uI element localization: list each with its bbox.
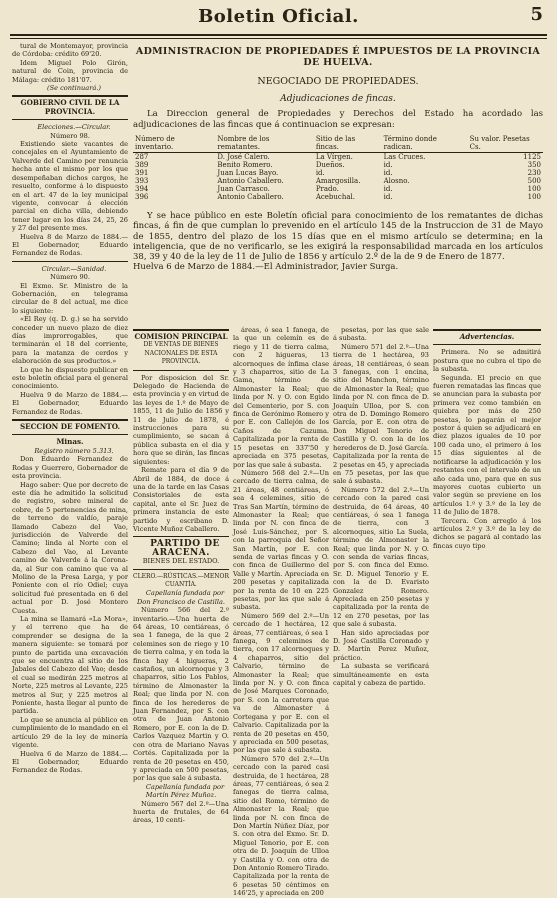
divider — [133, 536, 229, 537]
table-header-row — [133, 134, 543, 153]
paragraph: Primera. No se admitirá postura que no cubra el tipo de la subasta. — [433, 348, 541, 374]
notice-number: Número 98. — [50, 131, 90, 140]
section-heading: Advertencias. — [459, 332, 515, 341]
column-header: Número de inventario. — [133, 134, 215, 153]
column-2 — [133, 326, 229, 825]
section-heading: GOBIERNO CIVIL DE LA PROVINCIA. — [20, 98, 120, 116]
paragraph: Segunda. El precio en que fueren rematadas las fincas que se anuncian para la subasta por primera vez como también en quiebra por más de 250 pesetas, lo pagarán el mejor postor á quien se adjudicará en diez plazos iguales de 10 por 100 cada uno, el primero á los 15 días siguientes al de notificarse la adjudicación y los restantes con el intervalo de un año cada uno, para que en sus mayores cuotas cubierto un valor según se previene en los artículos 1.º y 3.º de la ley de 11 de Julio de 1878. — [433, 373, 541, 517]
signature: Huelva 9 de Marzo de 1884.—El Gobernador, Eduardo Fernandez de Rodas. — [12, 390, 128, 416]
column-header: Su valor. Pesetas Cs. — [468, 134, 543, 153]
table-cell: 391 — [135, 169, 149, 177]
paragraph: Lo que he dispuesto publicar en este boletín oficial para el general conocimiento. — [12, 365, 128, 391]
newspaper-title: Boletin Oficial. — [198, 6, 359, 27]
table-cell: Amargosilla. — [315, 177, 361, 185]
divider — [433, 344, 541, 345]
notice-text: Y se hace público en este Boletín oficial para conocimiento de los rematantes de dichas fincas, á fin de que cumplan lo prevenido en el artículo 145 de la Instruccion de 31 de Mayo de 1855, dentro del plazo de los 15 días que en el mismo artículo se determina; en la inteligencia, que de no verificarlo, se les exigirá la responsabilidad marcada en los artículos 38, 39 y 40 de la ley de 11 de Julio de 1856 y artículo 2.º de la de 9 de Enero de 1877. — [133, 211, 543, 263]
divider — [12, 434, 128, 435]
table-cell: 393 — [135, 177, 149, 185]
table-row — [133, 193, 543, 201]
table-cell: 1125 — [523, 153, 541, 161]
continuation-note: (Se continuará.) — [47, 84, 101, 93]
paragraph: áreas, ó sea 1 fanega, de la que un celemín es de riego y 11 de tierra calma, con 2 higueras, 13 alcornoques de ínfima clase y 3 chaparros, sitio de La Gama, término de Almonaster la Real; que linda por N. y O. con Egido del Cementerio, por S. con finca de Gerónimo Romero y por E. con Callejón de los Caños de Cazuma. Capitalizada por la renta de 15 pesetas en 337'50 y apreciada en 375 pesetas, por las que sale á subasta. — [233, 326, 329, 469]
paragraph: Lo que se anuncia al público en cumplimiento de lo mandado en el artículo 29 de la ley de minería vigente. — [12, 715, 128, 750]
divider — [12, 119, 128, 120]
section-subheading: DE VENTAS DE BIENES NACIONALES DE ESTA PROVINCIA. — [143, 341, 219, 366]
table-cell: Las Cruces. — [383, 153, 426, 161]
divider — [133, 569, 229, 570]
section-heading: COMISION PRINCIPAL — [134, 332, 228, 341]
table-row — [133, 153, 543, 162]
signature: Huelva 6 de Marzo de 1884.—El Administrador, Javier Surga. — [133, 262, 399, 273]
district-heading: PARTIDO DE ARACENA. — [150, 539, 220, 558]
table-cell: 394 — [135, 185, 149, 193]
notice-subtitle: NEGOCIADO DE PROPIEDADES. — [257, 76, 419, 87]
divider — [12, 95, 128, 97]
table-row — [133, 161, 543, 169]
paragraph: Hago saber: Que por decreto de este día he admitido la solicitud de registro, sobre mineral de cobre, de 5 pertenencias de mina, de terreno de valdío, paraje llamado Cabezo del Vao, jurisdicción de Valverde del Camino; linda al Norte con el Cabezo del Vao, al Levante camino de Valverde á la Corona-da, al Sur con camino que va al Molino de la Presa Larga, y por Poniente con el río Odiel; cuya solicitud fué presentada en 6 del actual por D. José Montero Cuesta. — [12, 480, 128, 615]
notice-intro: La Direccion general de Propiedades y Derechos del Estado ha acordado las adjudicaciones de las fincas que á continuacion se expresan: — [133, 109, 543, 130]
notice-subheading: Adjudicaciones de fincas. — [280, 94, 396, 104]
table-cell: Antonio Caballero. — [217, 177, 284, 185]
header-rule-thin — [10, 38, 547, 39]
paragraph: Número 567 del 2.º—Una huerta de frutales, de 64 áreas, 10 centi- — [133, 799, 229, 825]
paragraph: La subasta se verificará simultáneamente en esta capital y cabeza de partido. — [333, 662, 429, 688]
table-cell: Prado. — [315, 185, 339, 193]
table-cell: Acebuchal. — [315, 193, 355, 201]
table-cell: 230 — [527, 169, 541, 177]
divider — [12, 419, 128, 421]
table-cell: id. — [383, 161, 393, 169]
paragraph: pesetas, por las que sale á subasta. — [333, 326, 429, 343]
table-cell: 100 — [527, 193, 541, 201]
paragraph: Número 572 del 2.º—Un cercado con la pared casi destruida, de 64 áreas, 40 centiáreas, ó sea 1 fanega de tierra, con 3 alcornoques, sitio La Suela, término de Almonaster la Real; que linda por N. y O. con senda de varias fincas, por S. con finca del Exmo. Sr. D. Miguel Tenorio y E. con la de D. Evaristo Gonzalez Romero. Apreciada en 250 pesetas y capitalizada por la renta de 12 en 270 pesetas, por las que sale á subasta. — [333, 485, 429, 629]
divider — [12, 261, 128, 262]
page-number: 5 — [530, 4, 543, 25]
table-cell: 350 — [527, 161, 541, 169]
table-cell: id. — [383, 193, 393, 201]
table-cell: 500 — [527, 177, 541, 185]
page-header — [0, 0, 557, 40]
table-cell: id. — [383, 185, 393, 193]
table-cell: Alosno. — [383, 177, 410, 185]
column-header: Término donde radican. — [382, 134, 468, 153]
table-cell: Antonio Caballero. — [217, 193, 284, 201]
paragraph: Número 568 del 2.º—Un cercado de tierra calma, de 21 áreas, 48 centiáreas, ó sea 4 celemines, sitio de Tras San Martín, término de Almonaster la Real; que linda por N. con finca de José Luis-Sánchez, por S. con la parroquia del Señor San Martín, por E. con senda de varias fincas y O. con finca de Guillermo del Valle y Martín. Apreciada en 200 pesetas y capitalizada por la renta de 10 en 225 pesetas, por las que sale á subasta. — [233, 468, 329, 612]
adjudications-table — [133, 134, 543, 201]
table-cell: 100 — [527, 185, 541, 193]
subsection-heading: Minas. — [56, 437, 84, 447]
paragraph: tural de Montemayor, provincia de Córdoba: crédito 69'20. — [12, 42, 128, 59]
property-administration-notice — [133, 42, 543, 273]
table-cell: id. — [383, 169, 393, 177]
notice-title: ADMINISTRACION DE PROPIEDADES É IMPUESTOS DE LA PROVINCIA DE HUELVA. — [135, 46, 541, 68]
table-cell: La Vírgen. — [315, 153, 353, 161]
table-cell: Dueños. — [315, 161, 345, 169]
table-cell: Juan Carrasco. — [217, 185, 270, 193]
paragraph: Por disposicion del Sr. Delegado de Hacienda de esta provincia y en virtud de las leyes de 1.º de Mayo de 1855, 11 de Julio de 1856 y 11 de Julio de 1878, é instrucciones para su cumplimiento, se sacan á pública subasta en el dia y hora que se dirán, las fincas siguientes: — [133, 373, 229, 466]
table-row — [133, 177, 543, 185]
paragraph: Remate para el día 9 de Abril de 1884, de doce á una de la tarde en las Casas Consistoriales de esta capital, ante el Sr. Juez de primera instancia de este partido y escribano D. Vicente Muñoz Caballero. — [133, 466, 229, 533]
table-cell: 396 — [135, 193, 149, 201]
paragraph: Número 571 del 2.º—Una tierra de 1 hectárea, 93 áreas, 18 centiáreas, ó sean 3 fanegas, con 1 encina, sitio del Manchon, término de Almonaster la Real; que linda por N. con finca de D. Joaquín Ulloa, por S. con otra de D. Domingo Romero García, por E. con otra de Don Miguel Tenorio de Castilla y O. con la de los herederos de D. José García. Capitalizada por la renta de 2 pesetas en 45, y apreciada en 75 pesetas, por las que sale á subasta. — [333, 342, 429, 486]
divider — [133, 370, 229, 371]
signature: Huelva 8 de Marzo de 1884.—El Gobernador, Eduardo Fernandez de Rodas. — [12, 232, 128, 258]
table-cell: id. — [315, 169, 325, 177]
divider — [133, 329, 229, 331]
paragraph: «El Rey (q. D. g.) se ha servido conceder un nuevo plazo de diez días improrrogables, que terminarán el 18 del corriente, para la matanza de cerdos y elaboración de sus productos.» — [12, 315, 128, 366]
divider — [433, 329, 541, 331]
subsection-heading: BIENES DEL ESTADO. — [142, 557, 220, 566]
header-rule — [10, 34, 547, 36]
paragraph: Don Eduardo Fernandez de Rodas y Guerrero, Gobernador de esta provincia. — [12, 455, 128, 481]
paragraph: Idem Miguel Polo Girón, natural de Coin, provincia de Málaga: crédito 181'07. — [12, 58, 128, 84]
table-cell: 389 — [135, 161, 149, 169]
column-4 — [333, 326, 429, 687]
table-cell: 287 — [135, 153, 149, 161]
paragraph: Han sido apreciadas por D. José Castilla Coronado y D. Martín Perez Muñoz, práctico. — [333, 628, 429, 662]
column-3 — [233, 326, 329, 898]
paragraph: La mina se llamará «La Mora», y el terreno que ha de comprender se designa de la manera siguiente: se tomará por punto de partida una excavación que se encuentra al sitio de los Jabales del Cabezo del Vao; desde el cual se medirán 225 metros al Norte, 225 metros al Levante, 225 metros al Sur, y 225 metros al Poniente, hasta llegar al punto de partida. — [12, 615, 128, 716]
notice-number: Número 90. — [50, 273, 90, 282]
subsection-heading: Circular.—Sanidad. — [41, 264, 107, 273]
paragraph: Existiendo siete vacantes de concejales en el Ayuntamiento de Valverde del Camino por renuncia hecha ante el mismo por los que desempeñaban dichos cargos, he resuelto, conforme á lo dispuesto en el art. 47 de la ley municipal vigente, convocar á elección parcial en dicha villa, debiendo tener lugar en los días 24, 25, 26 y 27 del presente mes. — [12, 140, 128, 233]
paragraph: Tercera. Con arreglo á los artículos 2.º y 3.º de la ley de dichos se pagará al contado las fincas cuyo tipo — [433, 516, 541, 550]
column-header: Sitio de las fincas. — [314, 134, 382, 153]
chaplaincy-heading: Capellanía fundada por Martín Pérez Muñoz. — [145, 782, 225, 800]
signature: Huelva 6 de Marzo de 1884.—El Gobernador, Eduardo Fernandez de Rodas. — [12, 749, 128, 775]
section-heading: SECCION DE FOMENTO. — [19, 422, 121, 432]
table-cell: D. José Calero. — [217, 153, 270, 161]
category-heading: CLERO.—RÚSTICAS.—MENOR CUANTÍA. — [133, 572, 229, 588]
chaplaincy-heading: Capellanía fundada por Don Francisco de Castilla. — [136, 589, 226, 606]
paragraph: Número 569 del 2.º—Un cercado de 1 hectárea, 12 áreas, 77 centiáreas, ó sea 1 fanega, 9 celemines de tierra, con 17 alcornoques y 4 chaparros, sitio del Calvario, término de Almonaster la Real; que linda por N. y O. con finca de José Marques Coronado, por S. con la carretera que va de Almonaster á Cortegana y por E. con el Calvario. Capitalizada por la renta de 20 pesetas en 450, y apreciada en 500 pesetas, por las que sale á subasta. — [233, 611, 329, 755]
subsection-heading: Elecciones.—Circular. — [37, 123, 111, 132]
table-row — [133, 169, 543, 177]
registry-number: Registro número 5.313. — [34, 446, 114, 455]
table-cell: Juan Lucas Bayo. — [217, 169, 279, 177]
paragraph: Número 570 del 2.º—Un cercado con la pared casi destruida, de 1 hectárea, 28 áreas, 77 centiáreas, ó sea 2 fanegas de tierra calma, sitio del Romo, término de Almonaster la Real; que linda por N. con finca de Don Martín Núñez Díaz, por S. con otra del Exmo. Sr. D. Miguel Tenorio, por E. con otra de D. Joaquín de Ulloa y Castilla y O. con otra de Don Antonio Romero Tirado. Capitalizada por la renta de 6 pesetas 50 céntimos en 146'25, y apreciada en 200 — [233, 754, 329, 898]
column-header: Nombre de los rematantes. — [215, 134, 313, 153]
column-5 — [433, 326, 541, 550]
paragraph: El Exmo. Sr. Ministro de la Gobernación, en telegrama circular de 8 del actual, me dice lo siguiente: — [12, 281, 128, 315]
paragraph: Número 566 del 2.º inventario.—Una huerta de 64 áreas, 10 centiáreas, ó sea 1 fanega, de la que 2 celemines son de riego y 10 de tierra calma, y en toda la finca hay 4 higueras, 2 castaños, un alcornoque y 3 chaparros, sitio Los Pablos, término de Almonaster la Real; que linda por N. con finca de los herederos de Juan Fernandez, por S. con otra de Juan Antonio Romero, por E. con la de D. Carlos Vazquez Martin y O. con otra de Mariano Navas Cortés. Capitalizada por la renta de 20 pesetas en 450, y apreciada en 500 pesetas, por las que sale á subasta. — [133, 606, 229, 783]
notice-body — [133, 211, 543, 273]
table-row — [133, 185, 543, 193]
column-1 — [12, 42, 128, 775]
table-cell: Benito Romero. — [217, 161, 273, 169]
